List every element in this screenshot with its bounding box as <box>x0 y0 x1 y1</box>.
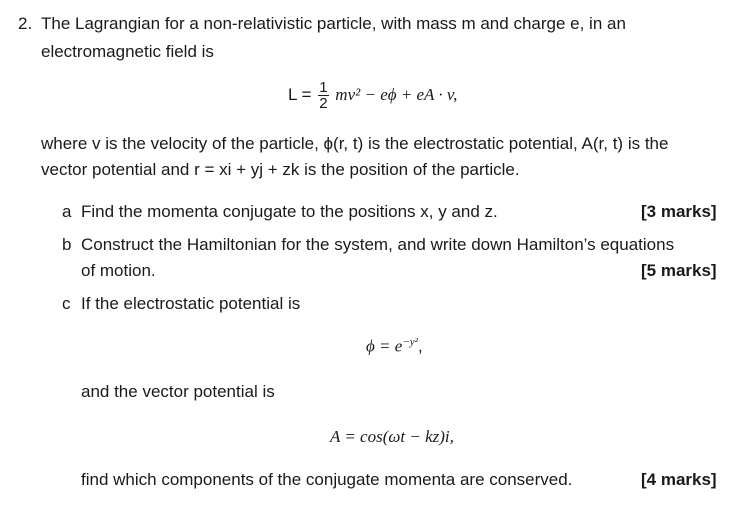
intro-line-1: The Lagrangian for a non-relativistic particle, with mass m and charge e, in an <box>41 14 626 33</box>
part-c-text-line-2: and the vector potential is <box>81 382 275 401</box>
part-b-text-line-1: Construct the Hamiltonian for the system, and write down Hamilton’s equations <box>81 235 675 254</box>
part-a-letter: a <box>62 202 72 221</box>
phi-equation-tail: , <box>417 336 423 356</box>
part-c-text-line-3: find which components of the conjugate momenta are conserved. <box>81 470 573 489</box>
part-b-text-line-2: of motion. <box>81 261 156 280</box>
part-a-text: Find the momenta conjugate to the positions x, y and z. <box>81 202 498 221</box>
fraction-numerator: 1 <box>319 79 328 96</box>
phi-equation-exponent: −y² <box>402 336 418 348</box>
vector-potential-equation: A = cos(ωt − kz)i, <box>330 427 454 446</box>
part-c-text-line-1: If the electrostatic potential is <box>81 294 301 313</box>
lagrangian-rhs: mv² − eϕ + eA · v, <box>335 84 458 104</box>
where-line-1: where v is the velocity of the particle, ϕ(r, t) is the electrostatic potential, A(r, t) is the <box>41 134 669 153</box>
phi-equation-base: ϕ = e <box>366 336 403 356</box>
question-number: 2. <box>18 14 33 33</box>
fraction-denominator: 2 <box>319 95 328 112</box>
part-c-marks: [4 marks] <box>641 470 717 489</box>
where-line-2: vector potential and r = xi + yj + zk is the position of the particle. <box>41 160 520 179</box>
intro-line-2: electromagnetic field is <box>41 42 214 61</box>
phi-equation <box>366 336 423 357</box>
lagrangian-equation <box>288 80 457 111</box>
lagrangian-lhs: L = <box>288 84 312 104</box>
part-c-letter: c <box>62 294 71 313</box>
one-half-fraction <box>318 80 328 111</box>
part-b-letter: b <box>62 235 72 254</box>
part-a-marks: [3 marks] <box>641 202 717 221</box>
part-b-marks: [5 marks] <box>641 261 717 280</box>
